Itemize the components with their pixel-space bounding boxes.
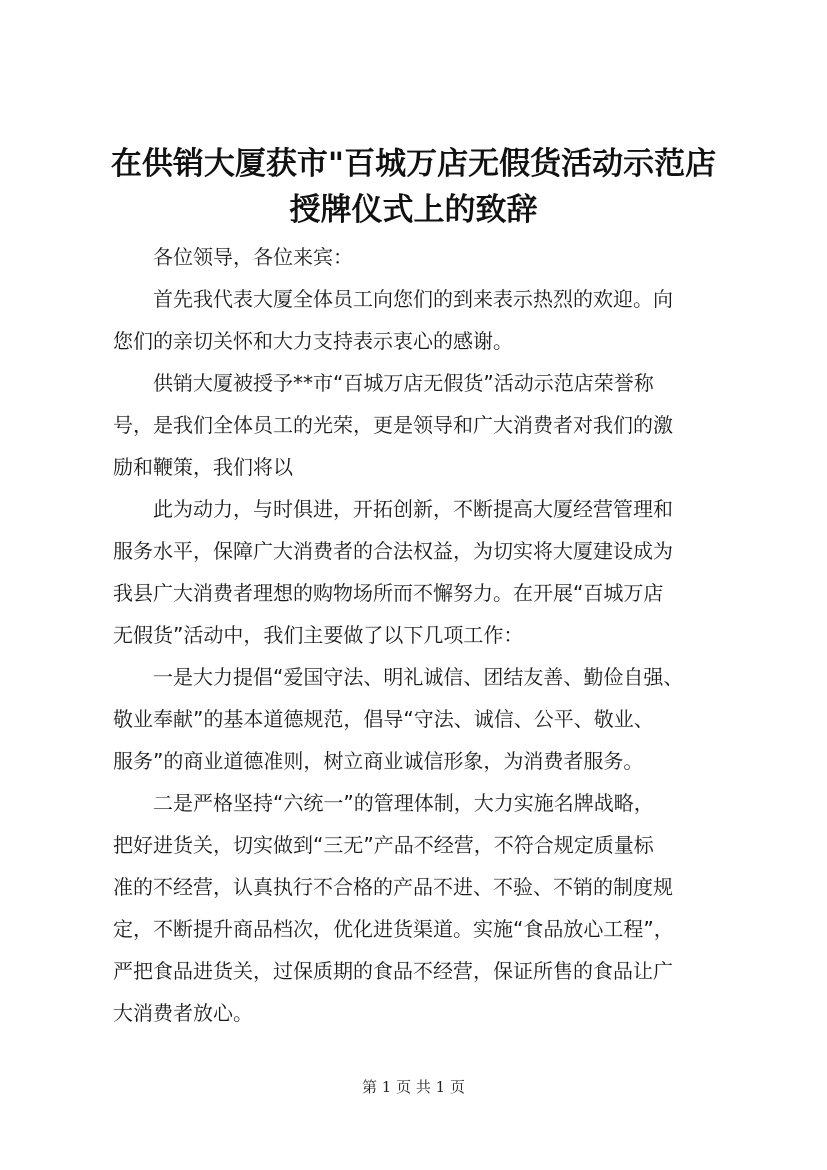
body-line: 大消费者放心。 bbox=[113, 1001, 253, 1025]
body-line: 把好进货关，切实做到“三无”产品不经营，不符合规定质量标 bbox=[113, 833, 654, 857]
body-line: 励和鞭策，我们将以 bbox=[113, 455, 293, 479]
body-line: 供销大厦被授予**市“百城万店无假货”活动示范店荣誉称 bbox=[153, 371, 654, 395]
body-line: 无假货”活动中，我们主要做了以下几项工作： bbox=[113, 623, 524, 647]
body-line: 您们的亲切关怀和大力支持表示衷心的感谢。 bbox=[113, 329, 513, 353]
body-line: 服务水平，保障广大消费者的合法权益，为切实将大厦建设成为 bbox=[113, 539, 673, 563]
document-title-line-1: 在供销大厦获市"百城万店无假货活动示范店 bbox=[110, 146, 717, 182]
document-title-line-2: 授牌仪式上的致辞 bbox=[289, 192, 538, 228]
body-line: 准的不经营，认真执行不合格的产品不进、不验、不销的制度规 bbox=[113, 875, 673, 899]
document-body bbox=[113, 236, 719, 1034]
body-line: 各位领导，各位来宾： bbox=[153, 245, 353, 269]
body-line: 服务”的商业道德准则，树立商业诚信形象，为消费者服务。 bbox=[113, 749, 644, 773]
body-line: 严把食品进货关，过保质期的食品不经营，保证所售的食品让广 bbox=[113, 959, 673, 983]
body-line: 首先我代表大厦全体员工向您们的到来表示热烈的欢迎。向 bbox=[153, 287, 673, 311]
body-line: 我县广大消费者理想的购物场所而不懈努力。在开展“百城万店 bbox=[113, 581, 664, 605]
body-line: 此为动力，与时俱进，开拓创新，不断提高大厦经营管理和 bbox=[153, 497, 673, 521]
body-line: 一是大力提倡“爱国守法、明礼诚信、团结友善、勤俭自强、 bbox=[153, 665, 684, 689]
body-line: 二是严格坚持“六统一”的管理体制，大力实施名牌战略， bbox=[153, 791, 654, 815]
body-line: 定，不断提升商品档次，优化进货渠道。实施“食品放心工程”， bbox=[113, 917, 674, 941]
body-line: 号，是我们全体员工的光荣，更是领导和广大消费者对我们的激 bbox=[113, 413, 673, 437]
page-number-footer: 第 1 页 共 1 页 bbox=[362, 1078, 465, 1096]
body-line: 敬业奉献”的基本道德规范，倡导“守法、诚信、公平、敬业、 bbox=[113, 707, 654, 731]
